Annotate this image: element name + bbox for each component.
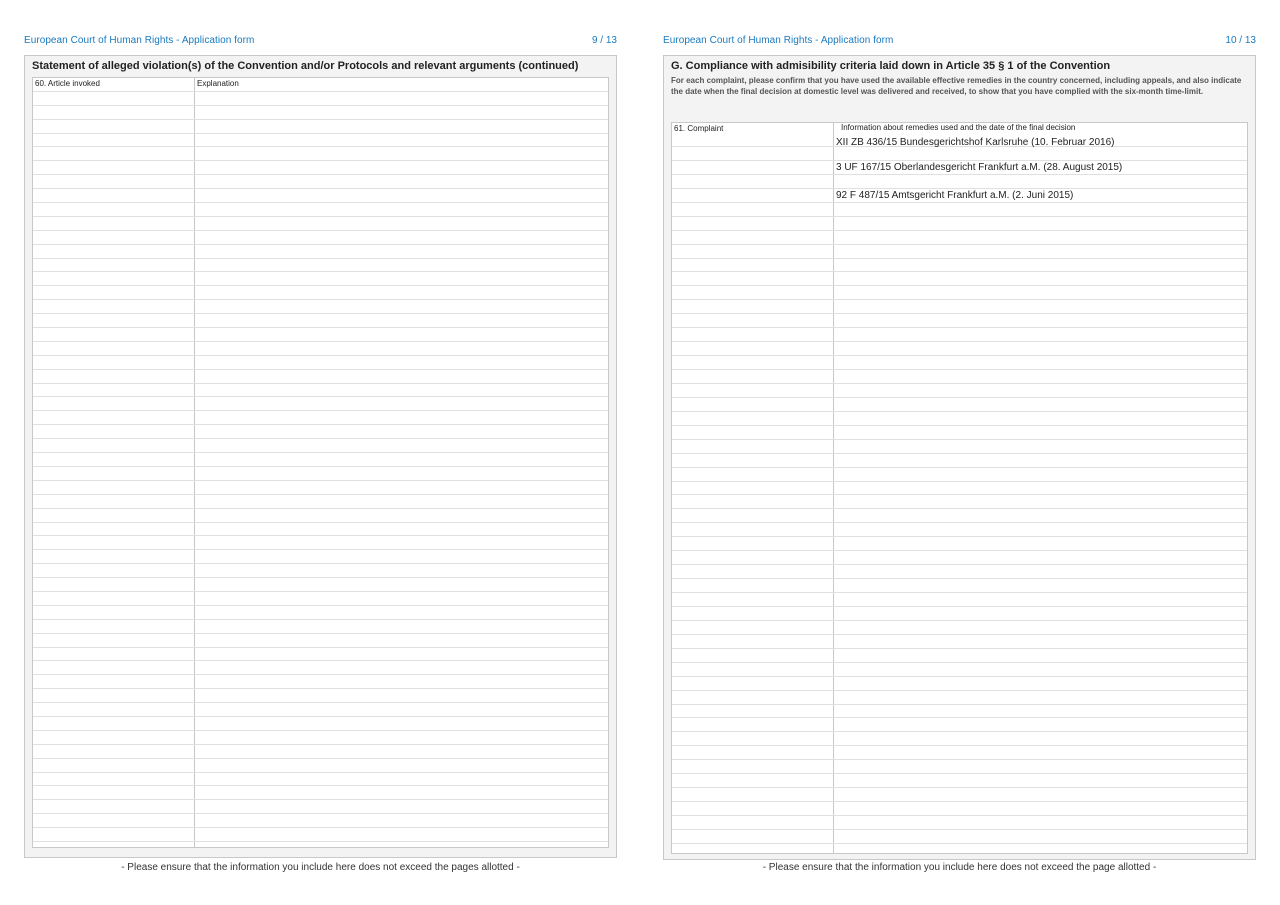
table-row[interactable]	[33, 495, 608, 509]
table-row[interactable]	[33, 689, 608, 703]
table-row[interactable]	[672, 649, 1247, 663]
table-row[interactable]	[672, 509, 1247, 523]
section-panel	[24, 55, 617, 858]
table-row[interactable]	[33, 703, 608, 717]
table-row[interactable]	[672, 245, 1247, 259]
complaint-remedies-table	[671, 122, 1248, 854]
table-row[interactable]	[672, 816, 1247, 830]
col-header-article: 60. Article invoked	[35, 79, 100, 88]
table-row[interactable]	[672, 705, 1247, 719]
table-row[interactable]	[672, 523, 1247, 537]
table-row[interactable]	[33, 481, 608, 495]
table-row[interactable]	[672, 370, 1247, 384]
table-row[interactable]	[672, 621, 1247, 635]
table-row[interactable]	[672, 760, 1247, 774]
table-row[interactable]	[672, 259, 1247, 273]
page-number: 10 / 13	[1225, 35, 1256, 46]
header-title: European Court of Human Rights - Application form	[663, 35, 894, 46]
table-row[interactable]	[33, 550, 608, 564]
page-footer: - Please ensure that the information you include here does not exceed the page allotted -	[762, 862, 1157, 873]
table-row[interactable]	[672, 579, 1247, 593]
table-row[interactable]	[672, 802, 1247, 816]
running-header	[663, 34, 1256, 48]
table-row[interactable]	[33, 578, 608, 592]
table-row[interactable]	[33, 800, 608, 814]
table-row[interactable]	[33, 272, 608, 286]
table-row[interactable]	[672, 830, 1247, 844]
table-row[interactable]	[672, 384, 1247, 398]
table-row[interactable]	[33, 92, 608, 106]
table-row[interactable]	[33, 648, 608, 662]
table-row[interactable]	[672, 147, 1247, 161]
table-row[interactable]	[672, 551, 1247, 565]
table-row[interactable]	[672, 593, 1247, 607]
header-title: European Court of Human Rights - Application form	[24, 35, 255, 46]
table-row[interactable]	[33, 300, 608, 314]
table-row[interactable]	[33, 523, 608, 537]
table-row[interactable]	[33, 411, 608, 425]
page-footer: - Please ensure that the information you include here does not exceed the pages allotted -	[121, 862, 520, 873]
table-row[interactable]	[672, 468, 1247, 482]
table-row[interactable]	[672, 356, 1247, 370]
table-row[interactable]	[33, 828, 608, 842]
table-row[interactable]	[33, 203, 608, 217]
table-row[interactable]	[33, 231, 608, 245]
table-row[interactable]	[672, 342, 1247, 356]
table-row[interactable]	[672, 732, 1247, 746]
table-row[interactable]	[672, 677, 1247, 691]
table-row[interactable]	[672, 663, 1247, 677]
page-10	[663, 34, 1256, 860]
table-row[interactable]	[33, 606, 608, 620]
col-header-complaint: 61. Complaint	[674, 124, 724, 133]
col-header-remedies: Information about remedies used and the date of the final decision	[841, 123, 1076, 132]
table-row[interactable]	[33, 509, 608, 523]
table-row[interactable]	[33, 120, 608, 134]
table-row[interactable]	[33, 425, 608, 439]
table-row[interactable]	[672, 537, 1247, 551]
table-row[interactable]	[672, 607, 1247, 621]
table-row[interactable]	[33, 773, 608, 787]
table-row[interactable]	[672, 272, 1247, 286]
table-row[interactable]	[33, 175, 608, 189]
table-row[interactable]	[33, 384, 608, 398]
table-row[interactable]	[33, 634, 608, 648]
table-row[interactable]	[672, 440, 1247, 454]
table-row[interactable]	[33, 217, 608, 231]
table-row[interactable]	[33, 439, 608, 453]
table-row[interactable]	[672, 454, 1247, 468]
table-row[interactable]	[33, 759, 608, 773]
running-header	[24, 34, 617, 48]
table-row[interactable]	[33, 328, 608, 342]
table-row[interactable]	[33, 370, 608, 384]
table-row[interactable]	[33, 592, 608, 606]
table-row[interactable]	[33, 106, 608, 120]
table-row[interactable]	[672, 161, 1247, 175]
col-header-explanation: Explanation	[197, 79, 239, 88]
table-row[interactable]	[33, 467, 608, 481]
remedy-entry: 92 F 487/15 Amtsgericht Frankfurt a.M. (2. Juni 2015)	[836, 189, 1074, 201]
page-9	[24, 34, 617, 858]
table-row[interactable]	[672, 231, 1247, 245]
table-row[interactable]	[672, 565, 1247, 579]
table-row[interactable]	[33, 814, 608, 828]
table-row[interactable]	[33, 147, 608, 161]
table-row[interactable]	[33, 786, 608, 800]
table-row[interactable]	[33, 189, 608, 203]
table-row[interactable]	[672, 328, 1247, 342]
section-panel	[663, 55, 1256, 860]
table-row[interactable]	[33, 717, 608, 731]
table-row[interactable]	[672, 189, 1247, 203]
table-row[interactable]	[33, 342, 608, 356]
table-row[interactable]	[33, 286, 608, 300]
table-row[interactable]	[33, 731, 608, 745]
table-row[interactable]	[33, 453, 608, 467]
article-explanation-table	[32, 77, 609, 848]
remedy-entry: 3 UF 167/15 Oberlandesgericht Frankfurt a.M. (28. August 2015)	[836, 161, 1123, 173]
section-title: Statement of alleged violation(s) of the Convention and/or Protocols and relevant arguments (continued)	[32, 60, 579, 72]
table-row[interactable]	[672, 300, 1247, 314]
table-row[interactable]	[33, 564, 608, 578]
table-row[interactable]	[33, 397, 608, 411]
table-row[interactable]	[33, 745, 608, 759]
table-header-row	[33, 78, 608, 92]
table-row[interactable]	[672, 495, 1247, 509]
remedy-entry: XII ZB 436/15 Bundesgerichtshof Karlsruhe (10. Februar 2016)	[836, 137, 1115, 148]
table-row[interactable]	[33, 259, 608, 273]
table-row[interactable]	[672, 286, 1247, 300]
table-row[interactable]	[672, 175, 1247, 189]
table-row[interactable]	[33, 536, 608, 550]
section-intro: For each complaint, please confirm that you have used the available effective remedies in the country concerned, including appeals, and also indicate the date when the final decision at domestic level was delivered and received, to show that you have complied with the six-month time-limit.	[671, 76, 1242, 96]
table-row[interactable]	[672, 217, 1247, 231]
table-row[interactable]	[33, 314, 608, 328]
table-row[interactable]	[33, 134, 608, 148]
table-row[interactable]	[672, 746, 1247, 760]
table-row[interactable]	[672, 426, 1247, 440]
table-row[interactable]	[33, 161, 608, 175]
section-title: G. Compliance with admisibility criteria laid down in Article 35 § 1 of the Convention	[671, 60, 1111, 72]
table-row[interactable]	[33, 356, 608, 370]
table-row[interactable]	[672, 774, 1247, 788]
table-row[interactable]	[33, 620, 608, 634]
table-row[interactable]	[672, 635, 1247, 649]
table-row[interactable]	[672, 482, 1247, 496]
table-row[interactable]	[672, 691, 1247, 705]
table-row[interactable]	[33, 245, 608, 259]
table-row[interactable]	[672, 398, 1247, 412]
table-row[interactable]	[672, 203, 1247, 217]
table-row[interactable]	[672, 314, 1247, 328]
table-row[interactable]	[672, 788, 1247, 802]
table-row[interactable]	[33, 675, 608, 689]
page-number: 9 / 13	[591, 35, 617, 46]
table-row[interactable]	[672, 718, 1247, 732]
table-row[interactable]	[672, 412, 1247, 426]
table-row[interactable]	[33, 661, 608, 675]
